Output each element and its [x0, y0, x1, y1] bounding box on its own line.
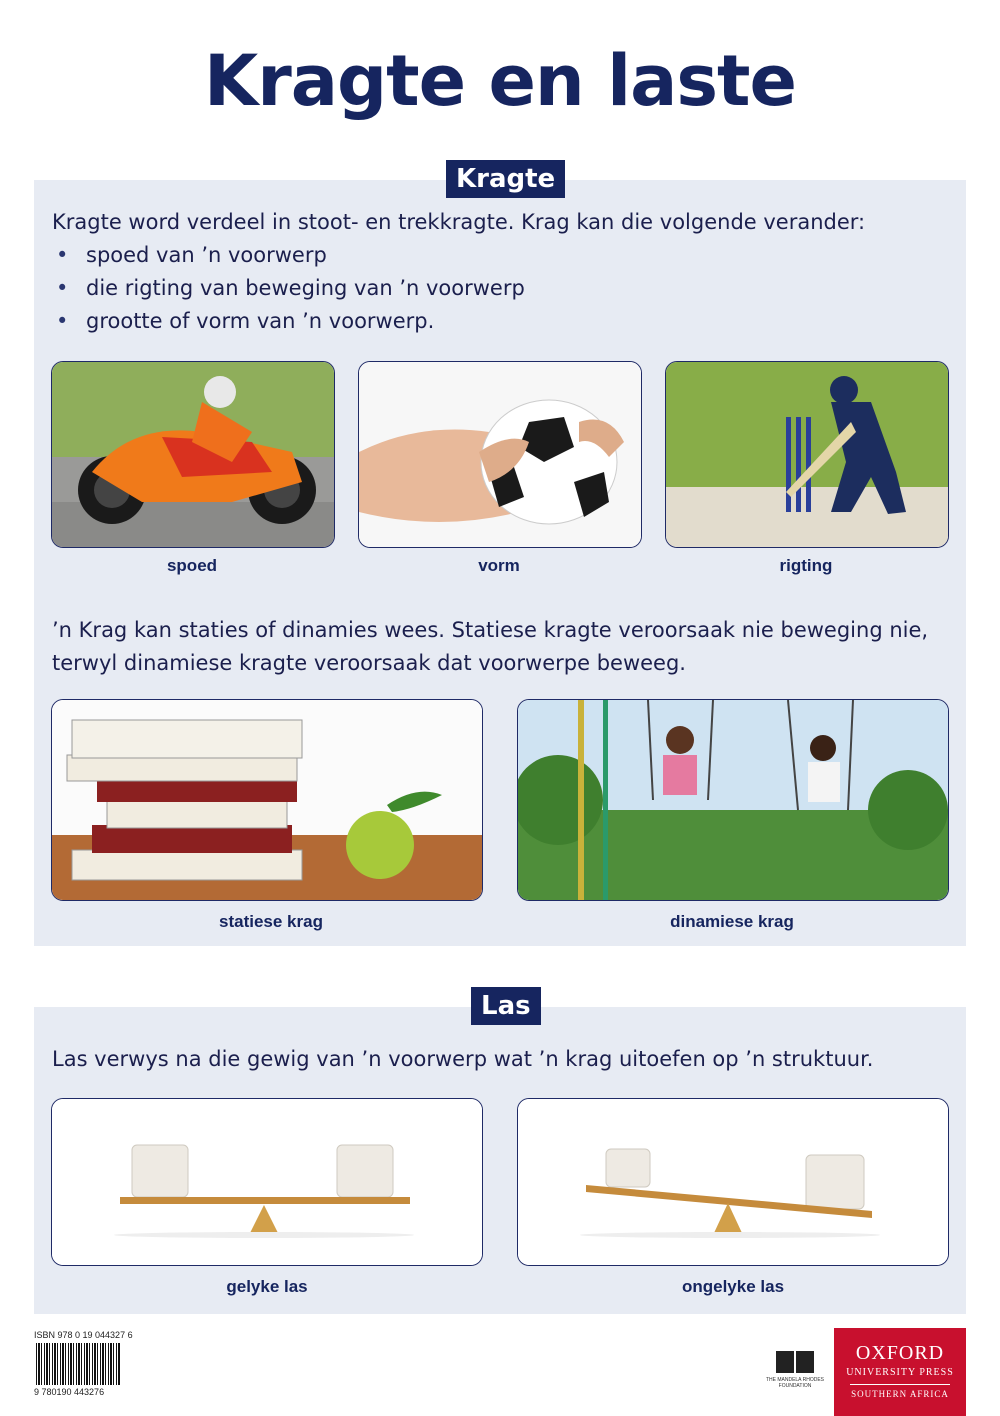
squeezed-ball-photo	[358, 361, 642, 548]
caption-vorm: vorm	[478, 556, 520, 575]
caption-rigting: rigting	[779, 556, 833, 575]
barcode-icon	[36, 1343, 120, 1385]
cricket-batter-photo	[665, 361, 949, 548]
oxford-logo	[834, 1328, 966, 1416]
las-text: Las verwys na die gewig van ’n voorwerp wat ’n krag uitoefen op ’n struktuur.	[52, 1047, 874, 1071]
balanced-seesaw-image	[51, 1098, 483, 1266]
motorcycle-photo	[51, 361, 335, 548]
caption-gelyke-las: gelyke las	[226, 1277, 308, 1296]
caption-spoed: spoed	[166, 556, 218, 575]
children-swings-photo	[517, 699, 949, 901]
kragte-heading: Kragte	[446, 160, 565, 198]
static-dynamic-line1: ’n Krag kan staties of dinamies wees. Statiese kragte veroorsaak nie beweging nie,	[52, 618, 929, 642]
caption-statiese-krag: statiese krag	[219, 912, 323, 931]
mandela-rhodes-logo	[762, 1343, 828, 1393]
bullet-item: • grootte of vorm van ’n voorwerp.	[52, 305, 952, 338]
page-title: Kragte en laste	[204, 40, 796, 122]
publisher-line2: UNIVERSITY PRESS	[846, 1367, 954, 1378]
kragte-bullet-list	[52, 239, 952, 338]
kragte-intro: Kragte word verdeel in stoot- en trekkragte. Krag kan die volgende verander:	[52, 210, 866, 234]
books-apple-photo	[51, 699, 483, 901]
publisher-line3: SOUTHERN AFRICA	[851, 1389, 949, 1399]
barcode-digits: 9 780190 443276	[34, 1387, 105, 1397]
unbalanced-seesaw-image	[517, 1098, 949, 1266]
bullet-item: • die rigting van beweging van ’n voorwerp	[52, 272, 952, 305]
publisher-line1: OXFORD	[855, 1342, 945, 1364]
las-heading: Las	[471, 987, 541, 1025]
bullet-item: • spoed van ’n voorwerp	[52, 239, 952, 272]
static-dynamic-line2: terwyl dinamiese kragte veroorsaak dat voorwerpe beweeg.	[52, 651, 686, 675]
isbn-label: ISBN 978 0 19 044327 6	[34, 1330, 133, 1340]
caption-ongelyke-las: ongelyke las	[681, 1277, 785, 1296]
mandela-label: THE MANDELA RHODES FOUNDATION	[765, 1377, 825, 1389]
caption-dinamiese-krag: dinamiese krag	[670, 912, 794, 931]
